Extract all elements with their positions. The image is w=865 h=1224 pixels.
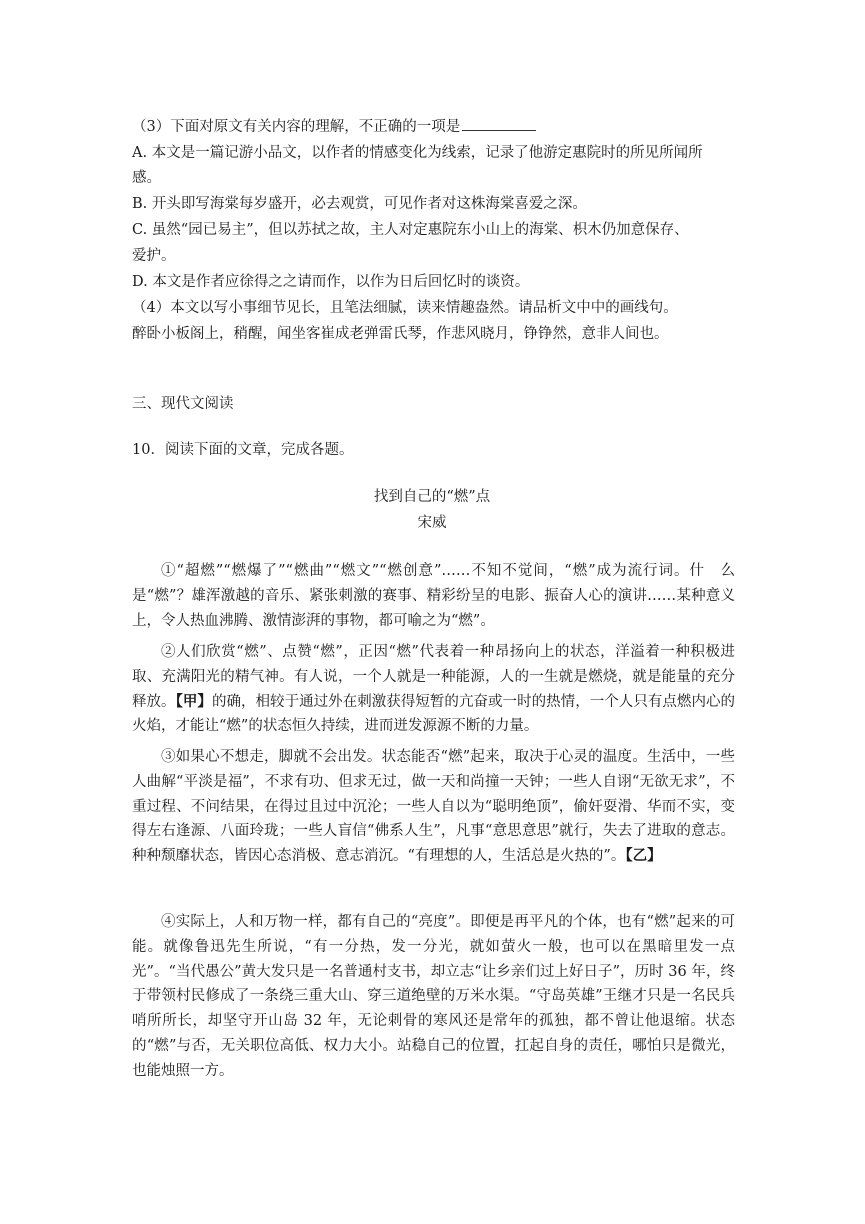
- question-3-option-a-line2: 感。: [132, 170, 161, 186]
- article-paragraph-1: ①“超燃”“燃爆了”“燃曲”“燃文”“燃创意”……不知不觉间，“燃”成为流行词。什 么是“燃”？雄浑激越的音乐、紧张刺激的赛事、精彩纷呈的电影、振奋人心的演讲……某种意义上，令人热血沸腾、激情澎湃的事物，都可喻之为“燃”。: [132, 563, 735, 629]
- article-paragraph-3: [132, 745, 735, 869]
- question-3-option-b: B. 开头即写海棠每岁盛开，必去观赏，可见作者对这株海棠喜爱之深。: [132, 196, 587, 212]
- question-4-stem: （4）本文以写小事细节见长，且笔法细腻，读来情趣盎然。请品析文中中的画线句。: [132, 300, 678, 316]
- question-10-prompt: 10．阅读下面的文章，完成各题。: [132, 442, 354, 458]
- question-3-option-a-line1: A. 本文是一篇记游小品文，以作者的情感变化为线索，记录了他游定惠院时的所见所闻所: [132, 145, 703, 161]
- question-3-option-c-line2: 爱护。: [132, 248, 176, 264]
- question-3-option-d: D. 本文是作者应徐得之之请而作，以作为日后回忆时的谈资。: [132, 274, 530, 290]
- marker-yi: 【乙】: [625, 847, 662, 865]
- question-3-stem: [132, 117, 732, 137]
- article-paragraph-2: [132, 640, 735, 739]
- marker-jia: 【甲】: [175, 692, 212, 710]
- answer-blank: [462, 118, 536, 131]
- question-3-option-c-line1: C. 虽然“园已易主”，但以苏拭之故，主人对定惠院东小山上的海棠、枳木仍加意保存、: [132, 222, 689, 238]
- paragraph-3-text: ③如果心不想走，脚就不会出发。状态能否“燃”起来，取决于心灵的温度。生活中，一些人曲解“平淡是福”，不求有功、但求无过，做一天和尚撞一天钟；一些人自诩“无欲无求”，不重过程、不问结果，在得过且过中沉沦；一些人自以为“聪明绝顶”，偷奸耍滑、华而不实，变得左右逢源、八面玲珑；一些人盲信“佛系人生”，凡事“意思意思”就行，失去了进取的意志。种种颓靡状态，皆因心态消极、意志消沉。“有理想的人，生活总是火热的”。: [132, 749, 735, 865]
- paragraph-2-part-a: ②人们欣赏“燃”、点赞“燃”，正因“燃”代表着一种昂扬向上的状态，洋溢着一种积极进取、充满阳光的精气神。有人说，一个人就是一种能源，人的一生就是燃烧，就是能量的充分释放。: [132, 644, 735, 710]
- section-heading: 三、现代文阅读: [132, 396, 234, 412]
- article-title: 找到自己的“燃”点: [373, 489, 491, 505]
- article-author: 宋威: [417, 515, 447, 531]
- paragraph-2-part-b: 的确，相较于通过外在刺激获得短暂的亢奋或一时的热情，一个人只有点燃内心的火焰，才能让“燃”的状态恒久持续，进而迸发源源不断的力量。: [132, 693, 736, 735]
- article-paragraph-4: ④实际上，人和万物一样，都有自己的“亮度”。即便是再平凡的个体，也有“燃”起来的可能。就像鲁迅先生所说，“有一分热，发一分光，就如萤火一般，也可以在黑暗里发一点光”。“当代愚公”黄大发只是一名普通村支书，却立志“让乡亲们过上好日子”，历时 36 年，终于带领村民修成了一条绕三重大山、穿三道绝壁的万米水渠。“守岛英雄”王继才只是一名民兵哨所所长，却坚守开山岛 32 年，无论刺骨的寒风还是常年的孤独，都不曾让他退缩。状态的“燃”与否，无关职位高低、权力大小。站稳自己的位置，扛起自身的责任，哪怕只是微光，也能烛照一方。: [132, 914, 735, 1079]
- question-4-quote: 醉卧小板阁上，稍醒，闻坐客崔成老弹雷氏琴，作悲风晓月，铮铮然，意非人间也。: [132, 326, 669, 342]
- question-3-stem-text: （3）下面对原文有关内容的理解，不正确的一项是: [132, 119, 461, 135]
